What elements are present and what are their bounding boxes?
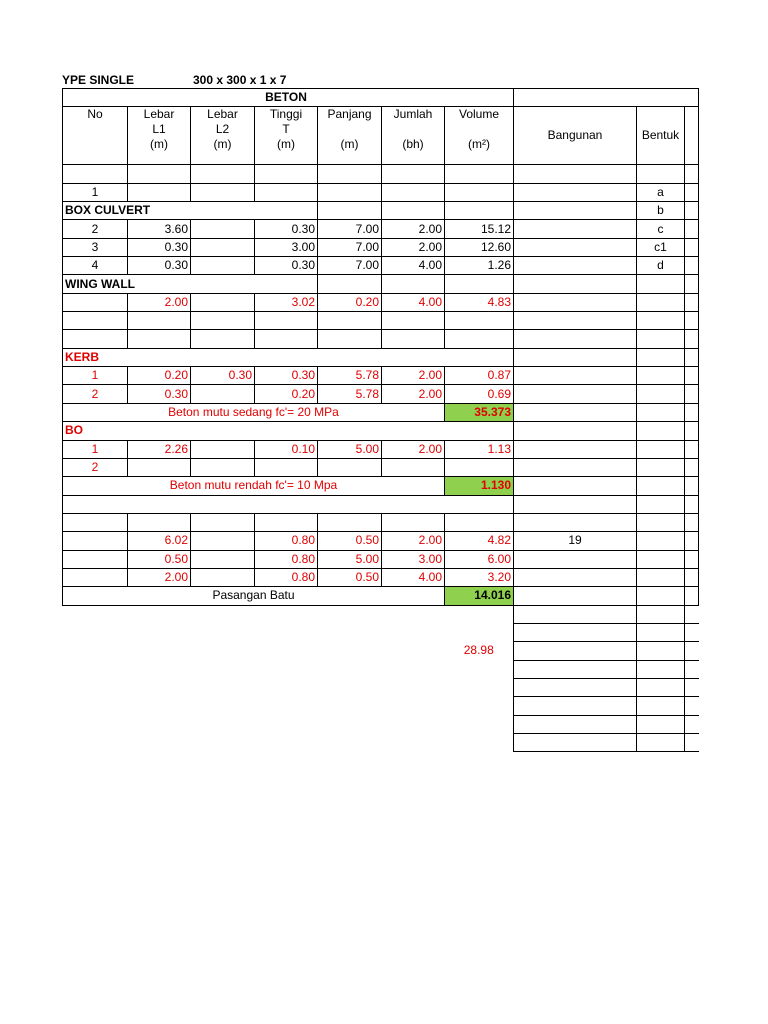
section-label: BO <box>63 422 128 440</box>
section-row-bo <box>63 422 699 440</box>
subtotal-row <box>63 587 699 605</box>
table-row: 2.00 3.02 0.20 4.00 4.83 <box>63 293 699 311</box>
table-row: 1 0.20 0.30 0.30 5.78 2.00 0.87 <box>63 367 699 385</box>
header-row <box>63 107 699 165</box>
table-row: 4 0.30 0.30 7.00 4.00 1.26 d <box>63 257 699 275</box>
table-row: 1 a <box>63 183 699 201</box>
header-jumlah: Jumlah (bh) <box>382 107 445 165</box>
subtotal-label: Pasangan Batu <box>63 587 445 605</box>
table-row <box>63 678 699 696</box>
subtotal-row <box>63 403 699 421</box>
table-row: 1 2.26 0.10 5.00 2.00 1.13 <box>63 440 699 458</box>
header-volume: Volume (m²) <box>445 107 514 165</box>
header-lebar-l2: Lebar L2 (m) <box>191 107 255 165</box>
table-row: 2 3.60 0.30 7.00 2.00 15.12 c <box>63 220 699 238</box>
sheet-title-type: YPE SINGLE <box>62 73 135 87</box>
section-row-box-culvert: BOX CULVERT b <box>63 202 699 220</box>
table-row <box>63 734 699 752</box>
header-panjang: Panjang (m) <box>318 107 382 165</box>
section-label: WING WALL <box>63 275 255 293</box>
extra-value: 28.98 <box>463 643 494 658</box>
subtotal-value: 1.130 <box>445 477 514 495</box>
header-beton: BETON <box>255 89 318 107</box>
section-label: BOX CULVERT <box>63 202 255 220</box>
table-row: 2 0.30 0.20 5.78 2.00 0.69 <box>63 385 699 403</box>
header-no: No <box>63 107 128 165</box>
subtotal-value: 14.016 <box>445 587 514 605</box>
header-tinggi: Tinggi T (m) <box>255 107 318 165</box>
table-row: 3 0.30 3.00 7.00 2.00 12.60 c1 <box>63 238 699 256</box>
spreadsheet-grid <box>62 88 699 752</box>
sheet-title-size: 300 x 300 x 1 x 7 <box>193 73 287 87</box>
table-row: 6.02 0.80 0.50 2.00 4.82 19 <box>63 532 699 550</box>
table-row <box>63 660 699 678</box>
table-row <box>63 495 699 513</box>
subtotal-row <box>63 477 699 495</box>
section-row-wing-wall <box>63 275 699 293</box>
section-label: KERB <box>63 348 128 366</box>
table-row <box>63 642 699 660</box>
header-bentuk: Bentuk <box>637 107 685 165</box>
subtotal-value: 35.373 <box>445 403 514 421</box>
header-bangunan: Bangunan <box>514 107 637 165</box>
header-group-row <box>63 89 699 107</box>
table-row: 2.00 0.80 0.50 4.00 3.20 <box>63 568 699 586</box>
table-row <box>63 312 699 330</box>
table-row <box>63 330 699 348</box>
table-row <box>63 697 699 715</box>
header-lebar-l1: Lebar L1 (m) <box>128 107 191 165</box>
table-row <box>63 715 699 733</box>
table-row: 0.50 0.80 5.00 3.00 6.00 <box>63 550 699 568</box>
table-row <box>63 165 699 183</box>
section-row-kerb <box>63 348 699 366</box>
table-row <box>63 605 699 623</box>
table-row: 2 <box>63 458 699 476</box>
subtotal-label: Beton mutu rendah fc'= 10 Mpa <box>63 477 445 495</box>
table-row <box>63 623 699 641</box>
subtotal-label: Beton mutu sedang fc'= 20 MPa <box>63 403 445 421</box>
table-row <box>63 513 699 531</box>
